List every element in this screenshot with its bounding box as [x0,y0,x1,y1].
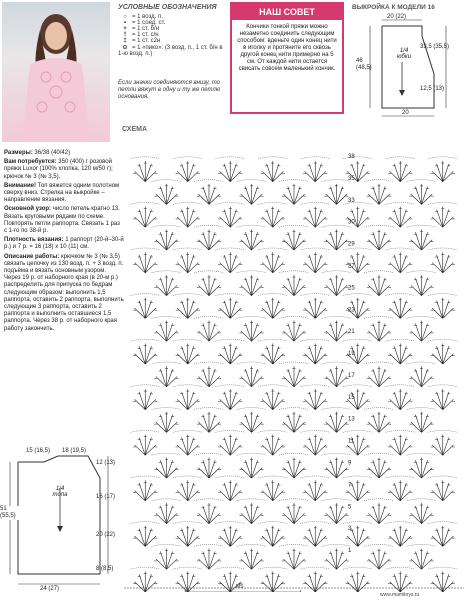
chain-arc [322,544,352,546]
chain-arc [194,499,224,501]
legend-item: ‡ = 1 ст. с2н [123,38,161,44]
chain-arc [215,202,245,204]
pattern-title: ВЫКРОЙКА К МОДЕЛИ 16 [352,4,435,11]
chain-arc [152,499,182,501]
chain-arc [194,316,224,318]
chain-arc [130,476,160,478]
chain-arc [130,202,160,204]
chain-arc [428,339,458,341]
chain-arc [343,339,373,341]
chain-arc [364,271,394,273]
chain-arc [152,362,182,364]
chain-arc [173,385,203,387]
chain-arc [407,453,437,455]
chain-arc [258,522,288,524]
chain-arc [385,385,415,387]
chain-arc [385,567,415,569]
chain-arc [130,339,160,341]
row-number: 25 [348,285,355,292]
chain-arc [300,294,330,296]
chain-arc [194,271,224,273]
chain-arc [279,271,309,273]
chain-arc [300,157,330,159]
instructions: Размеры: 36/38 (40/42) Вам потребуется: 350 (400) г розовой пряжи Luxor (100% хлопка, 120 м/50 г); крючок № 3 (№ 3,5). Внимание! Топ вяжется одним полотном сверху вниз. Стрелка на выкройке – направление вязания. Основной узор: число петель кратно 13. Вязать круговыми рядами по схеме. Повторять петли раппорта. Связать 1 раз с 1-го по 38-й р. Плотность вязания: 1 раппорт (20-й–30-й р.) и 7 р. = 16 (18) x 10 (11) см. Описание работы: крючком № 3 (№ 3,5) связать цепочку из 130 возд. п. + 3 возд. п. подъёма и вязать основным узором. Через 19 р. от наборного края (в 20-м р.) распределить для припуска по бедрам следующим образом: выполнить 1,5 раппорта, оставить 2 раппорта, выполнить следующие 3 раппорта, оставить 2 раппорта и выполнить оставшиеся 1,5 раппорта. Через 38 р. от наборного края работу закончить. [4,150,124,332]
chain-arc [215,157,245,159]
chain-arc [407,362,437,364]
chain-arc [343,294,373,296]
row-number: 17 [348,372,355,379]
chain-arc [152,225,182,227]
top-dim-right-lower: 20 (22) [96,532,116,538]
chain-arc [237,316,267,318]
chain-arc [152,316,182,318]
skirt-dim-top: 20 (22) [387,14,407,20]
chain-arc [194,225,224,227]
chain-arc [237,271,267,273]
chain-arc [130,522,160,524]
chain-arc [152,544,182,546]
chain-arc [385,157,415,159]
row-number: 38 [348,154,355,160]
chain-arc [279,316,309,318]
row-number: 5 [348,504,352,511]
top-dim-top-left: 15 (16,5) [26,448,51,454]
chain-arc [194,408,224,410]
chain-arc [385,430,415,432]
chain-arc [130,385,160,387]
chain-arc [407,225,437,227]
row-number: 3 [348,526,352,533]
tip-box [230,2,344,114]
chain-arc [300,522,330,524]
chain-arc [364,408,394,410]
chain-arc [237,499,267,501]
chain-arc [237,453,267,455]
chain-arc [364,362,394,364]
legend-item: + = 1 ст. б/н [123,26,160,32]
chain-arc [322,225,352,227]
chain-arc [152,408,182,410]
chain-arc [343,476,373,478]
chain-arc [279,408,309,410]
legend-item: † = 1 ст. с/н [123,32,159,38]
chain-arc [343,567,373,569]
chain-arc [428,476,458,478]
chain-arc [237,408,267,410]
legend-item: ○ = 1 возд. п. [123,14,163,20]
chain-arc [152,271,182,273]
chain-arc [194,544,224,546]
row-number: 7 [348,482,352,489]
repeat-bracket [185,590,301,592]
chain-arc [258,157,288,159]
top-dim-right-bottom: 8 (8,5) [96,566,114,572]
chain-arc [173,339,203,341]
chain-arc [364,316,394,318]
chain-arc [322,316,352,318]
chain-arc [194,362,224,364]
top-center-label: 1/4 топа [52,486,68,498]
chain-arc [300,567,330,569]
chain-arc [322,180,352,182]
chain-arc [364,180,394,182]
chain-arc [279,225,309,227]
crochet-scheme [124,136,464,592]
chain-arc [364,499,394,501]
skirt-dim-right-lower: 12,5 (13) [420,86,445,92]
chain-arc [407,271,437,273]
chain-arc [173,294,203,296]
chain-arc [215,476,245,478]
chain-arc [428,294,458,296]
chain-arc [407,544,437,546]
row-number: 21 [348,329,355,336]
chain-arc [364,225,394,227]
chain-arc [279,362,309,364]
chain-arc [152,453,182,455]
row-number: 30 [348,219,355,226]
chain-arc [385,248,415,250]
top-dim-right-mid: 16 (17) [96,494,116,500]
chain-arc [407,316,437,318]
chain-arc [428,385,458,387]
chain-arc [300,248,330,250]
chain-arc [300,339,330,341]
chain-arc [364,453,394,455]
chain-arc [279,180,309,182]
chain-arc [428,202,458,204]
chain-arc [322,408,352,410]
top-dim-bottom: 24 (27) [40,586,60,592]
chain-arc [322,453,352,455]
chain-arc [173,522,203,524]
chain-arc [343,430,373,432]
row-number: 13 [348,416,355,423]
scheme-title: СХЕМА [122,126,148,133]
chain-arc [322,271,352,273]
chain-arc [364,544,394,546]
site-url: www.mamitoys.ru [380,592,420,598]
legend-title: УСЛОВНЫЕ ОБОЗНАЧЕНИЯ [118,4,217,11]
chain-arc [215,294,245,296]
chain-arc [237,225,267,227]
top-dim-top-right: 18 (19,5) [62,448,87,454]
tip-text: Кончики тонкой пряжи можно незаметно соединить следующим способом: вденьте один конец нити в иголку и протяните его сквозь другой конец нити примерно на 5 см. От каждой нити остается свисать совсем маленький кончик. [237,24,337,72]
chain-arc [237,544,267,546]
chain-arc [130,430,160,432]
chain-arc [215,339,245,341]
chain-arc [279,544,309,546]
chain-arc [343,248,373,250]
top-dim-right-top: 12 (13) [96,460,116,466]
chain-arc [215,522,245,524]
chain-arc [428,430,458,432]
chain-arc [279,453,309,455]
chain-arc [385,522,415,524]
chain-arc [428,248,458,250]
chain-arc [258,202,288,204]
skirt-dim-left: 46 (48,5) [356,58,372,71]
chain-arc [173,248,203,250]
chain-arc [173,157,203,159]
chain-arc [300,476,330,478]
chain-arc [343,522,373,524]
legend-note: Если значки соединяются внизу, то петли вяжут в одну и ту же петлю основания. [118,80,221,100]
chain-arc [194,180,224,182]
chain-arc [130,294,160,296]
chain-arc [385,476,415,478]
chain-arc [194,453,224,455]
chain-arc [215,430,245,432]
chain-arc [173,476,203,478]
chain-arc [428,567,458,569]
chain-arc [130,248,160,250]
chain-arc [130,567,160,569]
chain-arc [152,180,182,182]
legend-item: • = 1 соед. ст. [123,20,166,26]
chain-arc [215,567,245,569]
skirt-dim-bottom: 20 [402,110,409,116]
chain-arc [258,476,288,478]
chain-arc [279,499,309,501]
legend-item: ⊙ = 1 «пико»: (3 возд. п., 1 ст. б/н в 1-ю возд. п.) [118,45,223,57]
scheme-repeat-label: МS [236,584,244,590]
chain-arc [385,294,415,296]
chain-arc [322,362,352,364]
row-number: 19 [348,351,355,358]
chain-arc [407,499,437,501]
top-dim-left-side: 51 (55,5) [0,506,20,520]
row-number: 29 [348,241,355,248]
chain-arc [258,430,288,432]
chain-arc [130,157,160,159]
chain-arc [407,408,437,410]
chain-arc [300,202,330,204]
row-number: 33 [348,197,355,204]
chain-arc [300,385,330,387]
row-number: 27 [348,263,355,270]
chain-arc [237,180,267,182]
chain-arc [428,522,458,524]
chain-arc [343,385,373,387]
chain-arc [258,567,288,569]
chain-arc [237,362,267,364]
chain-arc [300,430,330,432]
chain-arc [428,157,458,159]
row-number: 23 [348,307,355,314]
chain-arc [173,430,203,432]
chain-arc [215,248,245,250]
chain-arc [322,499,352,501]
skirt-dim-right-upper: 33,5 (35,5) [420,44,450,50]
chain-arc [385,339,415,341]
chain-arc [173,202,203,204]
chain-arc [258,385,288,387]
chain-arc [258,339,288,341]
tip-title: НАШ СОВЕТ [232,4,342,20]
chain-arc [258,294,288,296]
row-number: 9 [348,460,352,467]
model-photo [2,2,110,142]
chain-arc [385,202,415,204]
chain-arc [258,248,288,250]
row-number: 35 [348,175,355,182]
legend-list [118,14,226,57]
row-number: 11 [348,438,355,445]
row-number: 15 [348,394,355,401]
skirt-center-label: 1/4 юбки [396,48,412,60]
chain-arc [215,385,245,387]
chain-arc [173,567,203,569]
row-number: 1 [348,548,352,555]
chain-arc [407,180,437,182]
